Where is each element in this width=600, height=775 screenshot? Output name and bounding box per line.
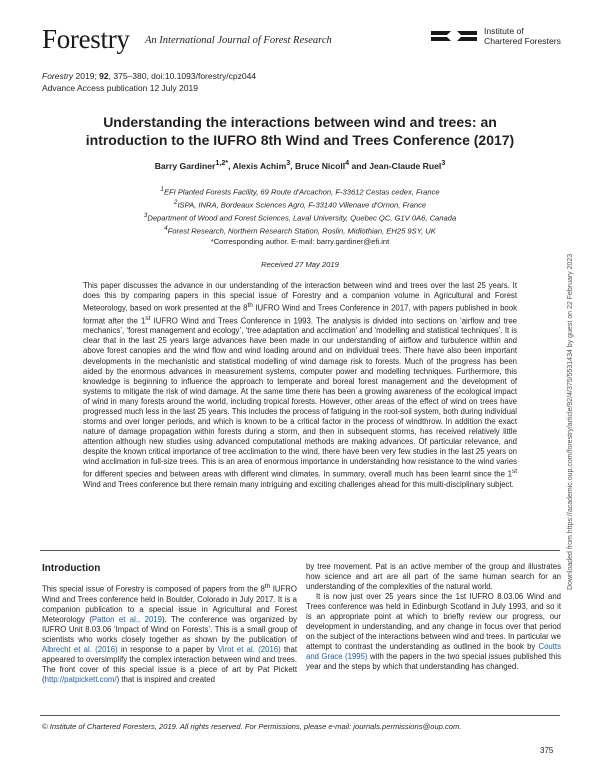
logo-line-1: Institute of xyxy=(484,26,524,36)
author-affil-sup: 3 xyxy=(286,159,291,167)
author-affil-sup: 1,2* xyxy=(215,159,229,167)
intro-column-left xyxy=(42,582,297,685)
citation-year: 2019; xyxy=(73,71,100,81)
institute-logo-text xyxy=(484,26,561,46)
author-separator: , xyxy=(228,160,233,171)
author-list xyxy=(50,159,550,171)
ordinal-sup: st xyxy=(145,314,151,322)
citation-link-coutts-grace[interactable]: Coutts and Grace (1995) xyxy=(306,642,561,662)
title-line-2: introduction to the IUFRO 8th Wind and Trees Conference (2017) xyxy=(85,132,515,148)
abstract-text: IUFRO Wind and Trees Conference in 2017, with papers published in book format after the 1 xyxy=(83,303,517,326)
page-number: 375 xyxy=(540,746,554,755)
logo-line-2: Chartered Foresters xyxy=(484,36,561,46)
citation-volume: 92 xyxy=(99,71,109,81)
citation-link-patton[interactable]: Patton et al., 2019 xyxy=(91,614,162,624)
download-note: Downloaded from https://academic.oup.com/forestry/article/92/4/375/5531434 by guest on 22 February 2023 xyxy=(567,253,574,590)
abstract-text: Wind and Trees conference but there remain many intriguing and exciting challenges ahead for this multi-disciplinary subject. xyxy=(83,479,514,489)
abstract-text: IUFRO Wind and Trees Conference in 1993. The analysis is divided into sections on ‘airflow and tree mechanics’, ‘forest management and ecology’, ‘tree adaptation and acclimation’ and ‘modelling and statistical techniques’. It is clear that in the last 25 years large advances have been made in our understanding of airflow and turbulence within and above forest canopies and the wind flow and wind loading around and on individual trees. There have also been important developments in the mechanistic and statistical modelling of wind damage risk to forests. Much of the progress has been aided by the enormous advances in measurement systems, computer power and modelling techniques. Furthermore, this knowledge is beginning to influence the approach to temperate and boreal forest management and the development of systems to mitigate the risk of wind damage. At the same time there has been a growing awareness of the ecological impact of wind in many forests around the world, including tropical forests. However, other areas of the effect of wind on trees have progressed much less in the last 25 years. This includes the process of fatiguing in the root-soil system, both during individual storms and over longer periods, and which is known to be a critical factor in the process of windthrow. In addition the exact nature of damage propagation within forests during a storm, and then in subsequent storms, has received relatively little attention although new studies using advanced computational methods are making advances. Of particular relevance, and despite the known critical importance of tree acclimation to the wind, there have been very few studies in the last 25 years on wind acclimation in full-size trees. This is an area of enormous importance in understanding how resistance to the wind varies for different species and between areas with different wind climates. In summary, overall much has been learnt since the 1 xyxy=(83,316,517,479)
intro-text: This special issue of Forestry is composed of papers from the 8 xyxy=(42,584,265,594)
affiliation-1 xyxy=(50,185,550,198)
ordinal-sup: th xyxy=(247,302,253,310)
author-name: Alexis Achim xyxy=(232,160,287,171)
intro-text: ). The conference was organized by IUFRO Unit 8.03.06 ‘Impact of Wind on Forests’. This is a small group of scientists who works closely together as shown by the publication of xyxy=(42,614,297,644)
affiliation-number: 3 xyxy=(143,212,148,220)
citation xyxy=(42,71,256,94)
author-name: Barry Gardiner xyxy=(154,160,216,171)
ordinal-sup: th xyxy=(264,583,271,590)
citation-advance-access: Advance Access publication 12 July 2019 xyxy=(42,82,198,93)
affiliation-2 xyxy=(50,198,550,211)
affiliation-number: 1 xyxy=(160,186,164,193)
affiliation-text: ISPA, INRA, Bordeaux Sciences Agro, F-33140 Villenave d'Ornon, France xyxy=(177,200,427,210)
author-name: Bruce Nicoll xyxy=(294,160,346,171)
affiliation-number: 2 xyxy=(173,199,178,207)
url-link-patpickett[interactable]: http://patpickett.com/ xyxy=(44,675,117,685)
intro-text: that appeared to oversimplify the complex interaction between wind and trees. The front cover of this special issue is a piece of art by Pat Pickett ( xyxy=(42,644,297,685)
author-separator: , xyxy=(290,160,295,171)
article-title xyxy=(50,113,550,149)
journal-name: Forestry xyxy=(42,24,130,54)
affiliation-text: EFI Planted Forests Facility, 69 Route d'Arcachon, F-33612 Cestas cedex, France xyxy=(163,187,440,197)
section-heading-introduction: Introduction xyxy=(42,563,101,574)
affiliation-text: Forest Research, Northern Research Station, Roslin, Midlothian, EH25 9SY, UK xyxy=(167,226,436,236)
journal-subtitle: An International Journal of Forest Research xyxy=(145,35,332,46)
affiliation-3 xyxy=(50,211,550,224)
intro-text: in response to a paper by xyxy=(117,644,218,654)
author-name: Jean-Claude Ruel xyxy=(369,160,442,171)
abstract xyxy=(83,281,517,490)
copyright-notice: © Institute of Chartered Foresters, 2019. All rights reserved. For Permissions, please e-mail: journals.permissions@oup.com. xyxy=(42,722,462,731)
ordinal-sup: st xyxy=(511,468,517,476)
institute-logo-icon xyxy=(429,27,479,45)
intro-text: ) that is inspired and created xyxy=(116,675,215,685)
intro-text: IUFRO Wind and Trees conference held in Boulder, Colorado in July 2017. It is a companion publication to a special issue in Agricultural and Forest Meteorology ( xyxy=(42,584,297,624)
intro-text: It is now just over 25 years since the 1st IUFRO 8.03.06 Wind and Trees conference was held in Edinburgh Scotland in July 1993, and so it is an appropriate point at which to briefly review our progress, our development in understanding, and any change in focus over that period on the subject of the interactions between wind and trees. In particular we attempt to contrast the understanding as outlined in the book by xyxy=(306,592,561,652)
affiliations xyxy=(50,185,550,237)
corresponding-author: *Corresponding author. E-mail: barry.gardiner@efi.int xyxy=(210,237,390,246)
citation-link-virot[interactable]: Virot et al. (2016) xyxy=(217,644,281,654)
title-line-1: Understanding the interactions between wind and trees: an xyxy=(103,114,497,130)
affiliation-4 xyxy=(50,224,550,237)
intro-paragraph xyxy=(306,592,561,672)
author-separator: and xyxy=(349,160,370,171)
received-date: Received 27 May 2019 xyxy=(261,260,339,269)
citation-journal: Forestry xyxy=(42,71,74,81)
author-affil-sup: 3 xyxy=(441,159,446,167)
abstract-text: This paper discusses the advance in our understanding of the interaction between wind and trees over the last 25 years. It does this by comparing papers in this special issue of Forestry and a companion volume in Agricultural and Forest Meteorology, based on work presented at the 8 xyxy=(83,281,517,313)
footer-divider xyxy=(40,715,560,716)
author-affil-sup: 4 xyxy=(345,159,350,167)
intro-paragraph: by tree movement. Pat is an active member of the group and illustrates how science and art are all part of the same human search for an understanding of the complexities of the natural world. xyxy=(306,562,561,592)
section-divider xyxy=(40,550,560,551)
affiliation-text: Department of Wood and Forest Sciences, Laval University, Quebec QC, G1V 0A6, Canada xyxy=(147,213,457,223)
affiliation-number: 4 xyxy=(164,225,168,233)
citation-link-albrecht[interactable]: Albrecht et al. (2016) xyxy=(42,644,118,654)
citation-doi: , 375–380, doi:10.1093/forestry/cpz044 xyxy=(108,71,257,81)
intro-text: with the papers in the two special issues published this year and the steps by which that understanding has changed. xyxy=(306,652,561,672)
intro-column-right xyxy=(306,562,561,673)
